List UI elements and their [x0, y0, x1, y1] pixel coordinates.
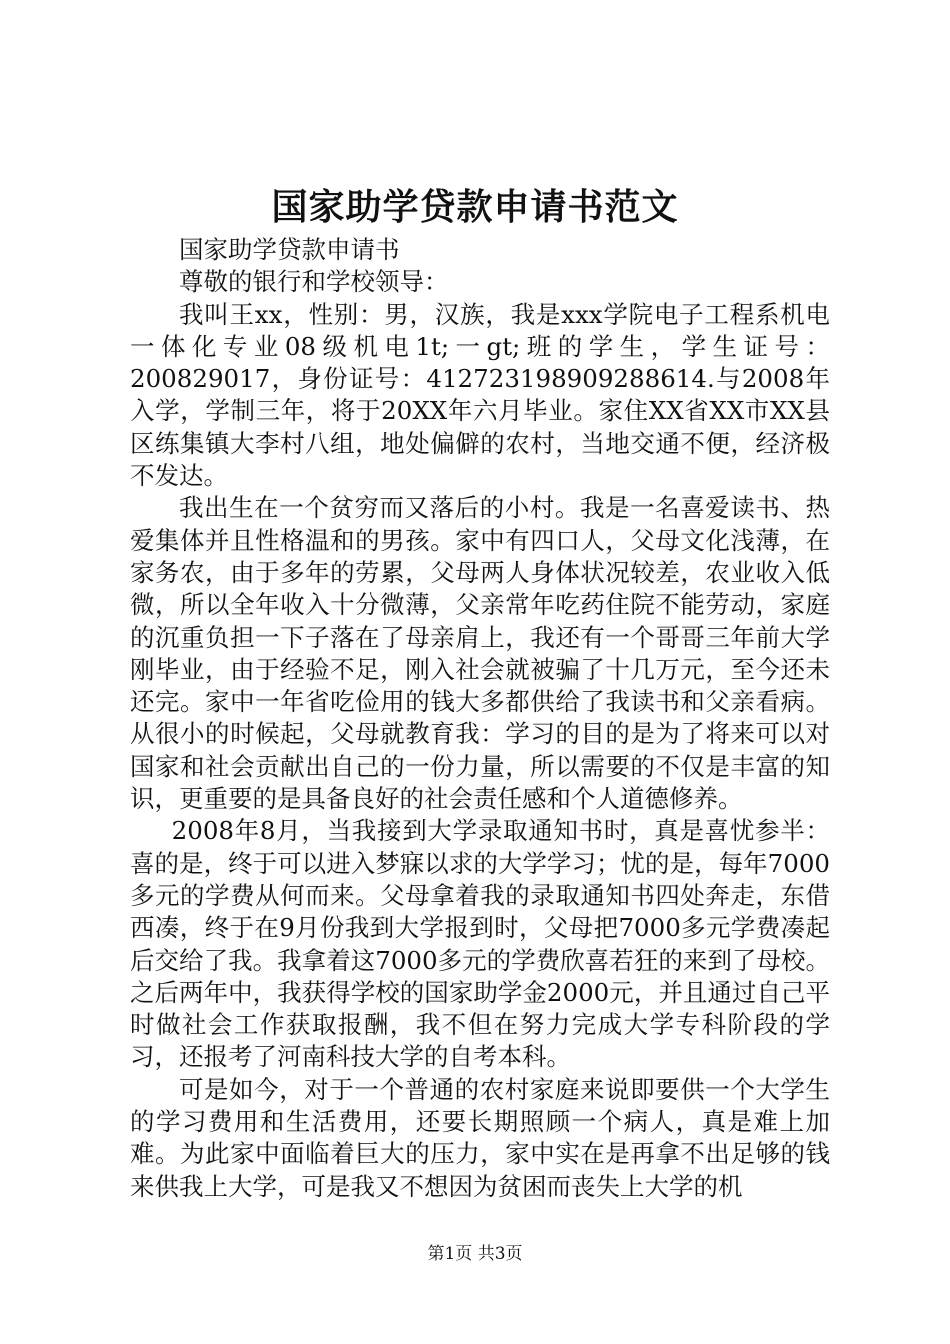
paragraph-heading: 国家助学贷款申请书	[179, 235, 400, 264]
page-footer: 第1页 共3页	[427, 1244, 523, 1264]
document-body	[130, 234, 830, 1203]
paragraph-family-background: 我出生在一个贫穷而又落后的小村。我是一名喜爱读书、热爱集体并且性格温和的男孩。家中有四口人，父母文化浅薄，在家务农，由于多年的劳累，父母两人身体状况较差，农业收入低微，所以全年收入十分微薄，父亲常年吃药住院不能劳动，家庭的沉重负担一下子落在了母亲肩上，我还有一个哥哥三年前大学刚毕业，由于经验不足，刚入社会就被骗了十几万元，至今还未还完。家中一年省吃俭用的钱大多都供给了我读书和父亲看病。从很小的时候起，父母就教育我：学习的目的是为了将来可以对国家和社会贡献出自己的一份力量，所以需要的不仅是丰富的知识，更重要的是具备良好的社会责任感和个人道德修养。	[130, 493, 830, 814]
paragraph-salutation: 尊敬的银行和学校领导：	[179, 267, 449, 297]
document-title: 国家助学贷款申请书范文	[271, 186, 679, 228]
paragraph-admission: 2008年8月，当我接到大学录取通知书时，真是喜忧参半：喜的是，终于可以进入梦寐以求的大学学习；忧的是，每年7000多元的学费从何而来。父母拿着我的录取通知书四处奔走，东借西凑，终于在9月份我到大学报到时，父母把7000多元学费凑起后交给了我。我拿着这7000多元的学费欣喜若狂的来到了母校。之后两年中，我获得学校的国家助学金2000元，并且通过自己平时做社会工作获取报酬，我不但在努力完成大学专科阶段的学习，还报考了河南科技大学的自考本科。	[130, 816, 830, 1072]
paragraph-current-situation: 可是如今，对于一个普通的农村家庭来说即要供一个大学生的学习费用和生活费用，还要长期照顾一个病人，真是难上加难。为此家中面临着巨大的压力，家中实在是再拿不出足够的钱来供我上大学，可是我又不想因为贫困而丧失上大学的机	[130, 1074, 830, 1201]
paragraph-self-intro: 我叫王xx，性别：男，汉族，我是xxx学院电子工程系机电一体化专业08级机电1t;一gt;班的学生，学生证号：200829017，身份证号：412723198909288614.与2008年入学，学制三年，将于20XX年六月毕业。家住XX省XX市XX县区练集镇大李村八组，地处偏僻的农村，当地交通不便，经济极不发达。	[130, 299, 830, 491]
